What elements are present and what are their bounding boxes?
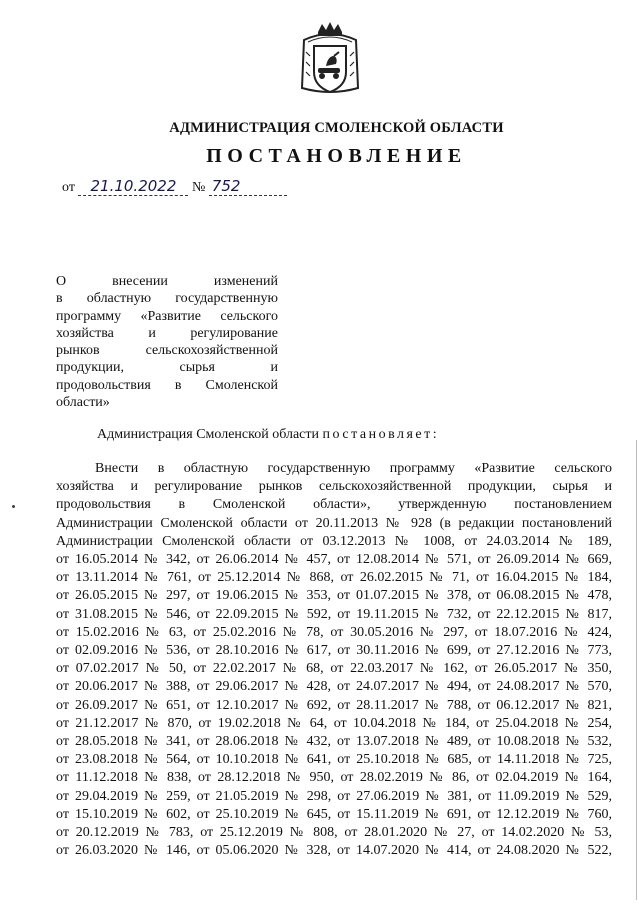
organization-name: АДМИНИСТРАЦИЯ СМОЛЕНСКОЙ ОБЛАСТИ — [169, 120, 504, 136]
body-line: от 15.10.2019 № 602, от 25.10.2019 № 645, от 15.11.2019 № 691, от 12.12.2019 № 760, — [56, 806, 612, 822]
intro-spaced-word: постановляет: — [322, 427, 440, 442]
document-subject — [56, 273, 278, 411]
subject-line: области» — [56, 395, 110, 411]
document-type-title: ПОСТАНОВЛЕНИЕ — [206, 145, 467, 167]
number-sign: № — [191, 180, 206, 195]
body-line: от 20.06.2017 № 388, от 29.06.2017 № 428, от 24.07.2017 № 494, от 24.08.2017 № 570, — [56, 679, 612, 695]
body-line: от 13.11.2014 № 761, от 25.12.2014 № 868, от 26.02.2015 № 71, от 16.04.2015 № 184, — [56, 570, 612, 586]
subject-line: О внесении изменений — [56, 274, 278, 289]
intro-prefix: Администрация Смоленской области — [97, 427, 320, 442]
date-number-line — [62, 178, 287, 196]
body-line: Внести в областную государственную программу «Развитие сельского — [95, 461, 612, 476]
body-line: от 21.12.2017 № 870, от 19.02.2018 № 64, от 10.04.2018 № 184, от 25.04.2018 № 254, — [56, 715, 612, 731]
handwritten-date: 21.10.2022 — [78, 178, 188, 196]
body-line: от 02.09.2016 № 536, от 28.10.2016 № 617, от 30.11.2016 № 699, от 27.12.2016 № 773, — [56, 643, 612, 659]
coat-of-arms-icon — [298, 22, 362, 98]
body-line: от 26.03.2020 № 146, от 05.06.2020 № 328, от 14.07.2020 № 414, от 24.08.2020 № 522, — [56, 843, 612, 859]
handwritten-number: 752 — [209, 178, 287, 196]
body-line: от 23.08.2018 № 564, от 10.10.2018 № 641, от 25.10.2018 № 685, от 14.11.2018 № 725, — [56, 752, 612, 768]
body-line: продовольствия в Смоленской области», утвержденную постановлением — [56, 497, 612, 513]
subject-line: программу «Развитие сельского — [56, 308, 278, 324]
body-paragraph — [56, 460, 612, 860]
body-line: от 11.12.2018 № 838, от 28.12.2018 № 950, от 28.02.2019 № 86, от 02.04.2019 № 164, — [56, 770, 612, 786]
body-line: хозяйства и регулирование рынков сельскохозяйственной продукции, сырья и — [56, 479, 612, 495]
body-line: от 28.05.2018 № 341, от 28.06.2018 № 432, от 13.07.2018 № 489, от 10.08.2018 № 532, — [56, 734, 612, 750]
subject-line: продукции, сырья и — [56, 360, 278, 376]
body-line: от 16.05.2014 № 342, от 26.06.2014 № 457, от 12.08.2014 № 571, от 26.09.2014 № 669, — [56, 552, 612, 568]
body-line: от 26.09.2017 № 651, от 12.10.2017 № 692, от 28.11.2017 № 788, от 06.12.2017 № 821, — [56, 697, 612, 713]
resolution-intro — [97, 427, 439, 443]
body-line: от 15.02.2016 № 63, от 25.02.2016 № 78, от 30.05.2016 № 297, от 18.07.2016 № 424, — [56, 624, 612, 640]
body-line: от 29.04.2019 № 259, от 21.05.2019 № 298, от 27.06.2019 № 381, от 11.09.2019 № 529, — [56, 788, 612, 804]
subject-line: рынков сельскохозяйственной — [56, 343, 278, 359]
body-line: от 31.08.2015 № 546, от 22.09.2015 № 592, от 19.11.2015 № 732, от 22.12.2015 № 817, — [56, 606, 612, 622]
subject-line: продовольствия в Смоленской — [56, 377, 278, 393]
scan-edge-line — [636, 440, 637, 900]
body-line: Администрации Смоленской области от 20.11.2013 № 928 (в редакции постановлений — [56, 515, 612, 531]
scan-mark — [12, 505, 15, 508]
body-line: от 26.05.2015 № 297, от 19.06.2015 № 353, от 01.07.2015 № 378, от 06.08.2015 № 478, — [56, 588, 612, 604]
date-prefix: от — [62, 180, 75, 195]
body-line: от 07.02.2017 № 50, от 22.02.2017 № 68, от 22.03.2017 № 162, от 26.05.2017 № 350, — [56, 661, 612, 677]
subject-line: хозяйства и регулирование — [56, 325, 278, 341]
body-line: от 20.12.2019 № 783, от 25.12.2019 № 808, от 28.01.2020 № 27, от 14.02.2020 № 53, — [56, 825, 612, 841]
subject-line: в областную государственную — [56, 291, 278, 307]
body-line: Администрации Смоленской области от 03.12.2013 № 1008, от 24.03.2014 № 189, — [56, 533, 612, 549]
